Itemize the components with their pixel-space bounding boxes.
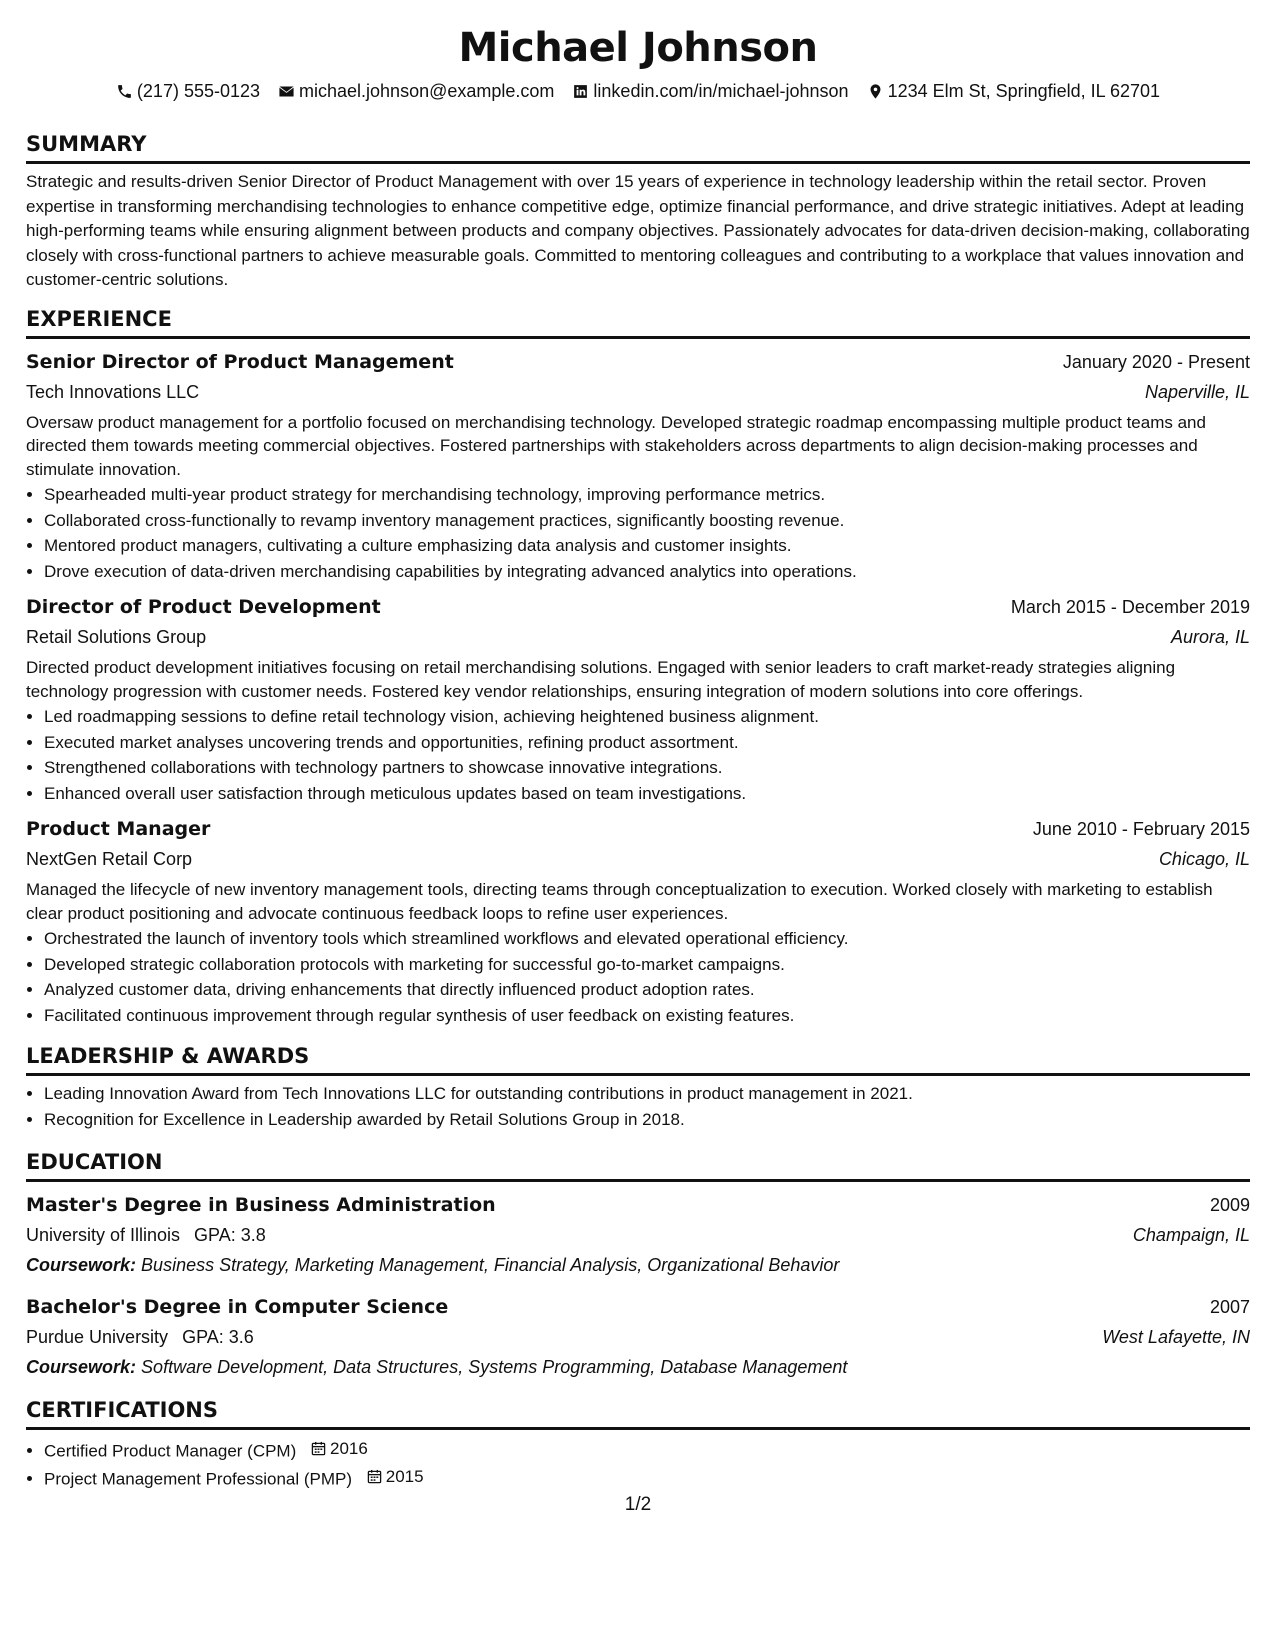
map-pin-icon bbox=[867, 83, 884, 100]
education-entry bbox=[26, 1190, 1250, 1280]
section-title-summary: SUMMARY bbox=[26, 130, 1250, 164]
school-location: West Lafayette, IN bbox=[1102, 1327, 1250, 1347]
contact-phone[interactable] bbox=[116, 81, 260, 102]
school-name: University of Illinois bbox=[26, 1225, 181, 1245]
job-dates: January 2020 - Present bbox=[1062, 351, 1250, 372]
job-bullet: • Collaborated cross-functionally to revamp inventory management practices, significantly boosting revenue. bbox=[44, 508, 1250, 534]
job-bullet: • Analyzed customer data, driving enhancements that directly influenced product adoption rates. bbox=[44, 977, 1250, 1003]
job-entry bbox=[26, 814, 1250, 1028]
experience-section bbox=[26, 305, 1250, 1029]
coursework-list: Business Strategy, Marketing Management, Financial Analysis, Organizational Behavior bbox=[141, 1255, 840, 1275]
coursework bbox=[26, 1250, 1250, 1280]
job-company: NextGen Retail Corp bbox=[26, 849, 193, 869]
calendar-icon bbox=[311, 1441, 326, 1456]
resume-page bbox=[26, 0, 1250, 1650]
phone-icon bbox=[116, 83, 133, 100]
calendar-icon bbox=[367, 1469, 382, 1484]
summary-text: Strategic and results-driven Senior Director of Product Management with over 15 years of experience in technology leadership within the retail sector. Proven expertise in transforming merchandising technologies to enhance competitive edge, optimize financial performance, and drive strategic initiatives. Adept at leading high-performing teams while ensuring alignment between products and company objectives. Passionately advocates for data-driven decision-making, collaborating closely with cross-functional partners to achieve measurable goals. Committed to mentoring colleagues and contributing to a workplace that values innovation and customer-centric solutions. bbox=[26, 172, 1250, 289]
coursework bbox=[26, 1352, 1250, 1382]
job-bullet: • Spearheaded multi-year product strategy for merchandising technology, improving performance metrics. bbox=[44, 482, 1250, 508]
job-bullet: • Facilitated continuous improvement through regular synthesis of user feedback on existing features. bbox=[44, 1003, 1250, 1029]
degree-title: Bachelor's Degree in Computer Science bbox=[26, 1296, 449, 1318]
linkedin-icon bbox=[572, 83, 589, 100]
gpa: GPA: 3.6 bbox=[182, 1327, 254, 1347]
certification-year: 2016 bbox=[330, 1439, 368, 1458]
section-title-leadership: LEADERSHIP & AWARDS bbox=[26, 1042, 1250, 1076]
job-title: Senior Director of Product Management bbox=[26, 350, 454, 373]
job-description: Directed product development initiatives focusing on retail merchandising solutions. Engaged with senior leaders to craft market-ready strategies aligning technology progression with customer needs. Fostered key vendor relationships, ensuring integration of modern solutions into core offerings. bbox=[26, 658, 1176, 701]
school-name: Purdue University bbox=[26, 1327, 169, 1347]
job-entry bbox=[26, 347, 1250, 585]
leadership-section bbox=[26, 1042, 1250, 1132]
job-description: Oversaw product management for a portfolio focused on merchandising technology. Developed strategic roadmap encompassing multiple product teams and directed them towards meeting commercial objectives. Fostered partnerships with stakeholders across departments to align decision-making processes and stimulate innovation. bbox=[26, 412, 1206, 479]
contact-linkedin[interactable] bbox=[572, 81, 848, 102]
leadership-item: • Recognition for Excellence in Leadership awarded by Retail Solutions Group in 2018. bbox=[44, 1107, 1250, 1133]
certification-year-group bbox=[367, 1464, 424, 1490]
coursework-list: Software Development, Data Structures, Systems Programming, Database Management bbox=[141, 1357, 848, 1377]
contact-email-text: michael.johnson@example.com bbox=[299, 80, 555, 101]
job-location: Chicago, IL bbox=[1158, 849, 1250, 869]
education-entry bbox=[26, 1292, 1250, 1382]
job-title: Director of Product Development bbox=[26, 596, 381, 618]
section-title-education: EDUCATION bbox=[26, 1148, 1250, 1182]
gpa: GPA: 3.8 bbox=[194, 1225, 266, 1245]
coursework-label: Coursework: bbox=[26, 1357, 137, 1377]
job-bullets bbox=[26, 926, 1250, 1028]
certification-year-group bbox=[311, 1436, 368, 1462]
contact-phone-text: (217) 555-0123 bbox=[136, 80, 261, 101]
certifications-list bbox=[26, 1436, 1250, 1492]
job-company: Tech Innovations LLC bbox=[26, 381, 200, 402]
job-title: Product Manager bbox=[26, 818, 211, 840]
contact-linkedin-text: linkedin.com/in/michael-johnson bbox=[593, 80, 849, 101]
graduation-year: 2007 bbox=[1209, 1297, 1250, 1317]
summary-section bbox=[26, 130, 1250, 293]
job-bullet: • Strengthened collaborations with technology partners to showcase innovative integrations. bbox=[44, 755, 1250, 781]
candidate-name: Michael Johnson bbox=[458, 25, 818, 71]
degree-title: Master's Degree in Business Administration bbox=[26, 1194, 496, 1216]
job-location: Aurora, IL bbox=[1170, 627, 1250, 647]
contact-email[interactable] bbox=[278, 81, 554, 102]
school-line bbox=[26, 1220, 266, 1250]
contact-address bbox=[867, 81, 1161, 102]
job-dates: March 2015 - December 2019 bbox=[1010, 597, 1250, 617]
certification-item bbox=[44, 1436, 1250, 1464]
job-bullet: • Drove execution of data-driven merchandising capabilities by integrating advanced analytics into operations. bbox=[44, 559, 1250, 585]
job-bullet: • Developed strategic collaboration protocols with marketing for successful go-to-market campaigns. bbox=[44, 952, 1250, 978]
job-bullet: • Executed market analyses uncovering trends and opportunities, refining product assortment. bbox=[44, 730, 1250, 756]
section-title-experience: EXPERIENCE bbox=[26, 305, 1250, 339]
contact-bar bbox=[26, 78, 1250, 104]
certifications-section bbox=[26, 1396, 1250, 1492]
graduation-year: 2009 bbox=[1209, 1195, 1250, 1215]
job-bullet: • Mentored product managers, cultivating a culture emphasizing data analysis and customer insights. bbox=[44, 533, 1250, 559]
school-location: Champaign, IL bbox=[1132, 1225, 1250, 1245]
coursework-label: Coursework: bbox=[26, 1255, 137, 1275]
section-title-certifications: CERTIFICATIONS bbox=[26, 1396, 1250, 1430]
leadership-list bbox=[26, 1081, 1250, 1132]
certification-name: Project Management Professional (PMP) bbox=[44, 1469, 353, 1488]
job-bullets bbox=[26, 482, 1250, 584]
job-dates: June 2010 - February 2015 bbox=[1032, 819, 1250, 839]
job-bullet: • Led roadmapping sessions to define retail technology vision, achieving heightened business alignment. bbox=[44, 704, 1250, 730]
job-company: Retail Solutions Group bbox=[26, 627, 207, 647]
leadership-item: • Leading Innovation Award from Tech Innovations LLC for outstanding contributions in product management in 2021. bbox=[44, 1081, 1250, 1107]
certification-name: Certified Product Manager (CPM) bbox=[44, 1441, 297, 1461]
education-section bbox=[26, 1148, 1250, 1382]
school-line bbox=[26, 1322, 254, 1352]
envelope-icon bbox=[278, 83, 295, 100]
contact-address-text: 1234 Elm St, Springfield, IL 62701 bbox=[887, 80, 1161, 101]
page-number: 1/2 bbox=[624, 1494, 652, 1515]
job-bullet: • Enhanced overall user satisfaction through meticulous updates based on team investigations. bbox=[44, 781, 1250, 807]
job-entry bbox=[26, 592, 1250, 806]
job-description: Managed the lifecycle of new inventory management tools, directing teams through conceptualization to execution. Worked closely with marketing to establish clear product positioning and advocate continuous feedback loops to refine user experiences. bbox=[26, 880, 1213, 923]
certification-item bbox=[44, 1464, 1250, 1492]
job-bullets bbox=[26, 704, 1250, 806]
job-bullet: • Orchestrated the launch of inventory tools which streamlined workflows and elevated operational efficiency. bbox=[44, 926, 1250, 952]
certification-year: 2015 bbox=[385, 1466, 424, 1486]
job-location: Naperville, IL bbox=[1144, 381, 1250, 402]
